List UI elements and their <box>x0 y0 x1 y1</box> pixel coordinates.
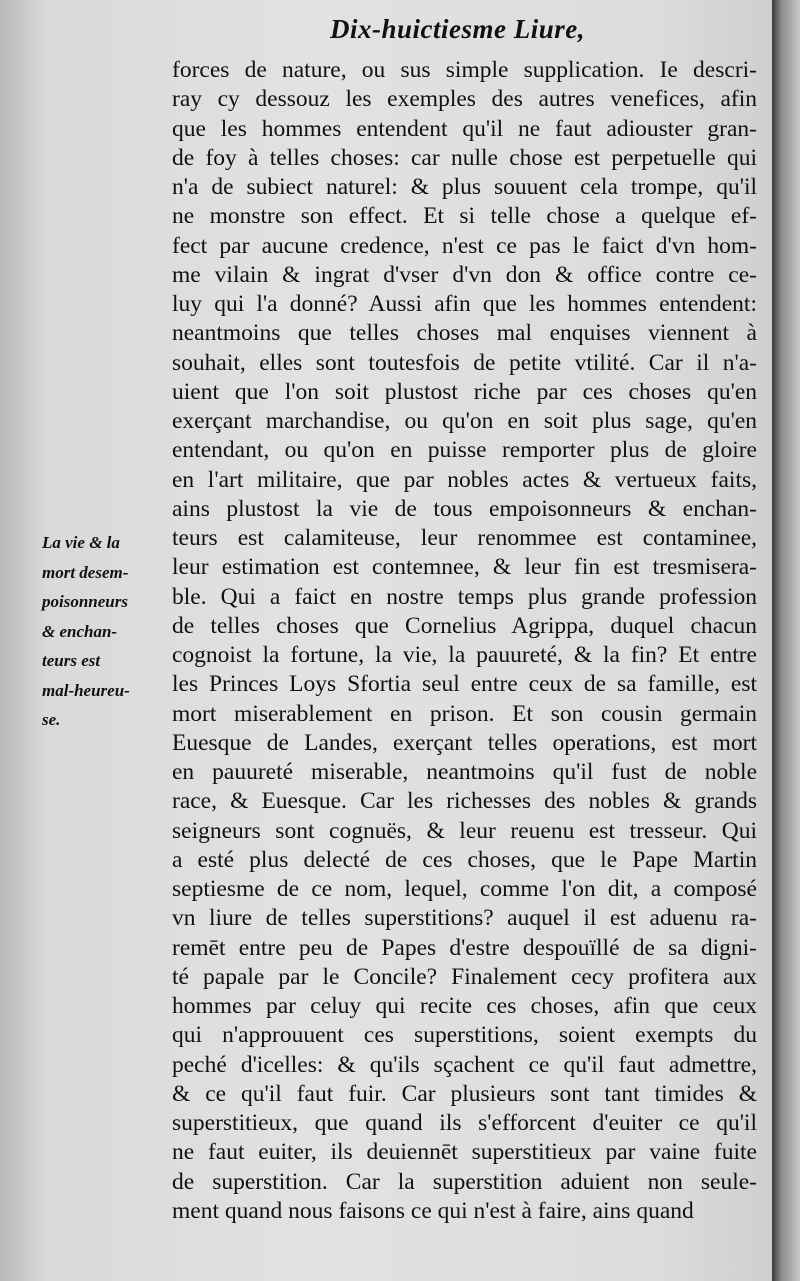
margin-note <box>42 528 167 735</box>
text-line: hommes par celuy qui recite ces choses, afin que ceux <box>172 993 757 1019</box>
text-line: ne monstre son effect. Et si telle chose a quelque ef- <box>172 203 757 230</box>
text-line: de telles choses que Cornelius Agrippa, duquel chacun <box>172 612 757 639</box>
text-line: exerçant marchandise, ou qu'on en soit plus sage, qu'en <box>172 408 757 434</box>
text-line: ray cy dessouz les exemples des autres venefices, afin <box>172 86 757 113</box>
margin-note-line: & enchan- <box>42 621 118 641</box>
text-line: Euesque de Landes, exerçant telles operations, est mort <box>172 729 757 756</box>
text-line: ains plustost la vie de tous empoisonneurs & enchan- <box>172 495 757 522</box>
text-line: neantmoins que telles choses mal enquises viennent à <box>172 320 757 347</box>
margin-note-line: La vie & la <box>42 533 120 552</box>
text-line: remēt entre peu de Papes d'estre despouïllé de sa digni- <box>172 934 757 961</box>
text-line: souhait, elles sont toutesfois de petite vtilité. Car il n'a- <box>172 349 757 376</box>
text-line: race, & Euesque. Car les richesses des nobles & grands <box>172 788 757 815</box>
text-line: me vilain & ingrat d'vser d'vn don & office contre ce- <box>172 261 757 288</box>
text-line: leur estimation est contemnee, & leur fin est tresmisera- <box>172 554 757 581</box>
text-line: mort miserablement en prison. Et son cousin germain <box>172 700 757 727</box>
text-line: les Princes Loys Sfortia seul entre ceux de sa famille, est <box>172 671 757 698</box>
text-line: vn liure de telles superstitions? auquel il est aduenu ra- <box>172 905 757 932</box>
text-line: de superstition. Car la superstition aduient non seule- <box>172 1168 757 1195</box>
text-line: ne faut euiter, ils deuiennēt superstitieux par vaine fuite <box>172 1139 757 1166</box>
text-line: superstitieux, que quand ils s'efforcent d'euiter ce qu'il <box>172 1110 757 1136</box>
text-line: en pauureté miserable, neantmoins qu'il fust de noble <box>172 759 757 785</box>
margin-note-line: se. <box>42 710 61 729</box>
text-line: de foy à telles choses: car nulle chose est perpetuelle qui <box>172 144 757 171</box>
text-line: fect par aucune credence, n'est ce pas le faict d'vn hom- <box>172 232 757 259</box>
margin-note-line: mort desem- <box>42 562 129 582</box>
text-line: qui n'approuuent ces superstitions, soient exempts du <box>172 1022 757 1049</box>
text-line: en l'art militaire, que par nobles actes & vertueux faits, <box>172 466 757 493</box>
text-line: forces de nature, ou sus simple supplication. Ie descri- <box>172 57 757 83</box>
text-line: té papale par le Concile? Finalement cecy profitera aux <box>172 963 757 990</box>
text-line: cognoist la fortune, la vie, la pauureté, & la fin? Et entre <box>172 642 757 668</box>
text-line: teurs est calamiteuse, leur renommee est contaminee, <box>172 525 757 551</box>
text-line: septiesme de ce nom, lequel, comme l'on dit, a composé <box>172 876 757 902</box>
text-line: a esté plus delecté de ces choses, que le Pape Martin <box>172 846 757 873</box>
body-text <box>172 56 757 1226</box>
text-line: luy qui l'a donné? Aussi afin que les hommes entendent: <box>172 291 757 317</box>
margin-note-line: mal-heureu- <box>42 680 130 700</box>
text-line: & ce qu'il faut fuir. Car plusieurs sont tant timides & <box>172 1080 757 1107</box>
text-line: ble. Qui a faict en nostre temps plus grande profession <box>172 583 757 610</box>
text-line: entendant, ou qu'on en puisse remporter plus de gloire <box>172 437 757 464</box>
margin-note-line: teurs est <box>42 651 101 670</box>
running-header: Dix-huictiesme Liure, <box>330 14 585 44</box>
text-line: peché d'icelles: & qu'ils sçachent ce qu'il faut admettre, <box>172 1051 757 1078</box>
page-gutter-edge <box>772 0 800 1281</box>
margin-note-line: poisonneurs <box>42 592 128 611</box>
text-line: que les hommes entendent qu'il ne faut adiouster gran- <box>172 115 757 142</box>
text-line: seigneurs sont cognuës, & leur reuenu est tresseur. Qui <box>172 817 757 844</box>
text-line: n'a de subiect naturel: & plus souuent cela trompe, qu'il <box>172 174 757 200</box>
text-line: uient que l'on soit plustost riche par ces choses qu'en <box>172 378 757 405</box>
text-line: ment quand nous faisons ce qui n'est à faire, ains quand <box>172 1197 694 1224</box>
